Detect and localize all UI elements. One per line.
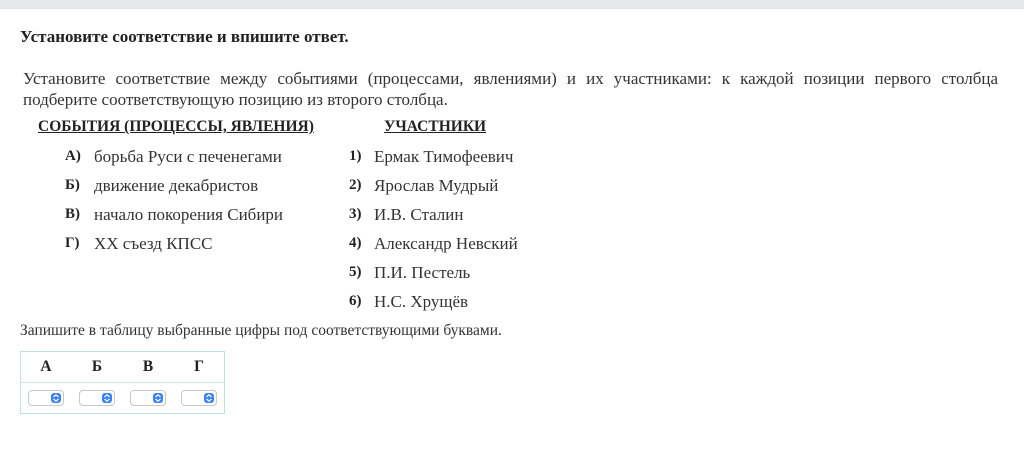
select-arrows-icon (204, 393, 214, 403)
select-arrows-icon (102, 393, 112, 403)
participants-column-header: УЧАСТНИКИ (384, 118, 487, 135)
participant-marker: 4) (349, 235, 362, 251)
task-title: Установите соответствие и впишите ответ. (20, 27, 349, 46)
participant-text: П.И. Пестель (374, 263, 471, 282)
participant-text: И.В. Сталин (374, 205, 464, 224)
answer-select-a[interactable] (28, 390, 64, 406)
participant-text: Н.С. Хрущёв (374, 292, 469, 311)
answer-select-g[interactable] (181, 390, 217, 406)
answer-select-v[interactable] (130, 390, 166, 406)
events-column-header: СОБЫТИЯ (ПРОЦЕССЫ, ЯВЛЕНИЯ) (38, 118, 314, 135)
top-bar (0, 0, 1024, 9)
answer-column-b: Б (91, 358, 103, 375)
answer-table (20, 351, 225, 414)
participant-marker: 5) (349, 264, 362, 280)
event-text: начало покорения Сибири (94, 205, 284, 224)
participant-text: Ярослав Мудрый (374, 176, 499, 195)
participant-marker: 6) (349, 293, 362, 309)
answer-column-g: Г (194, 358, 204, 375)
answer-table-header (21, 352, 224, 382)
answer-prompt: Запишите в таблицу выбранные цифры под соответствующими буквами. (20, 322, 502, 339)
task-instruction: Установите соответствие между событиями (процессами, явлениями) и их участниками: к каждой позиции первого столбца подберите соответствующую позицию из второго столбца. (23, 69, 998, 109)
participant-text: Александр Невский (374, 234, 518, 253)
event-marker: А) (65, 148, 81, 164)
participant-marker: 1) (349, 148, 362, 164)
event-text: движение декабристов (94, 176, 259, 195)
event-marker: Г) (65, 235, 80, 251)
select-arrows-icon (153, 393, 163, 403)
event-marker: Б) (65, 177, 80, 193)
event-marker: В) (65, 206, 80, 222)
answer-column-a: А (40, 358, 52, 375)
select-arrows-icon (51, 393, 61, 403)
participant-text: Ермак Тимофеевич (374, 147, 514, 166)
event-text: XX съезд КПСС (94, 234, 213, 253)
answer-select-b[interactable] (79, 390, 115, 406)
participant-marker: 2) (349, 177, 362, 193)
answer-table-body (21, 382, 224, 414)
answer-column-v: В (142, 358, 154, 375)
event-text: борьба Руси с печенегами (94, 147, 282, 166)
participant-marker: 3) (349, 206, 362, 222)
